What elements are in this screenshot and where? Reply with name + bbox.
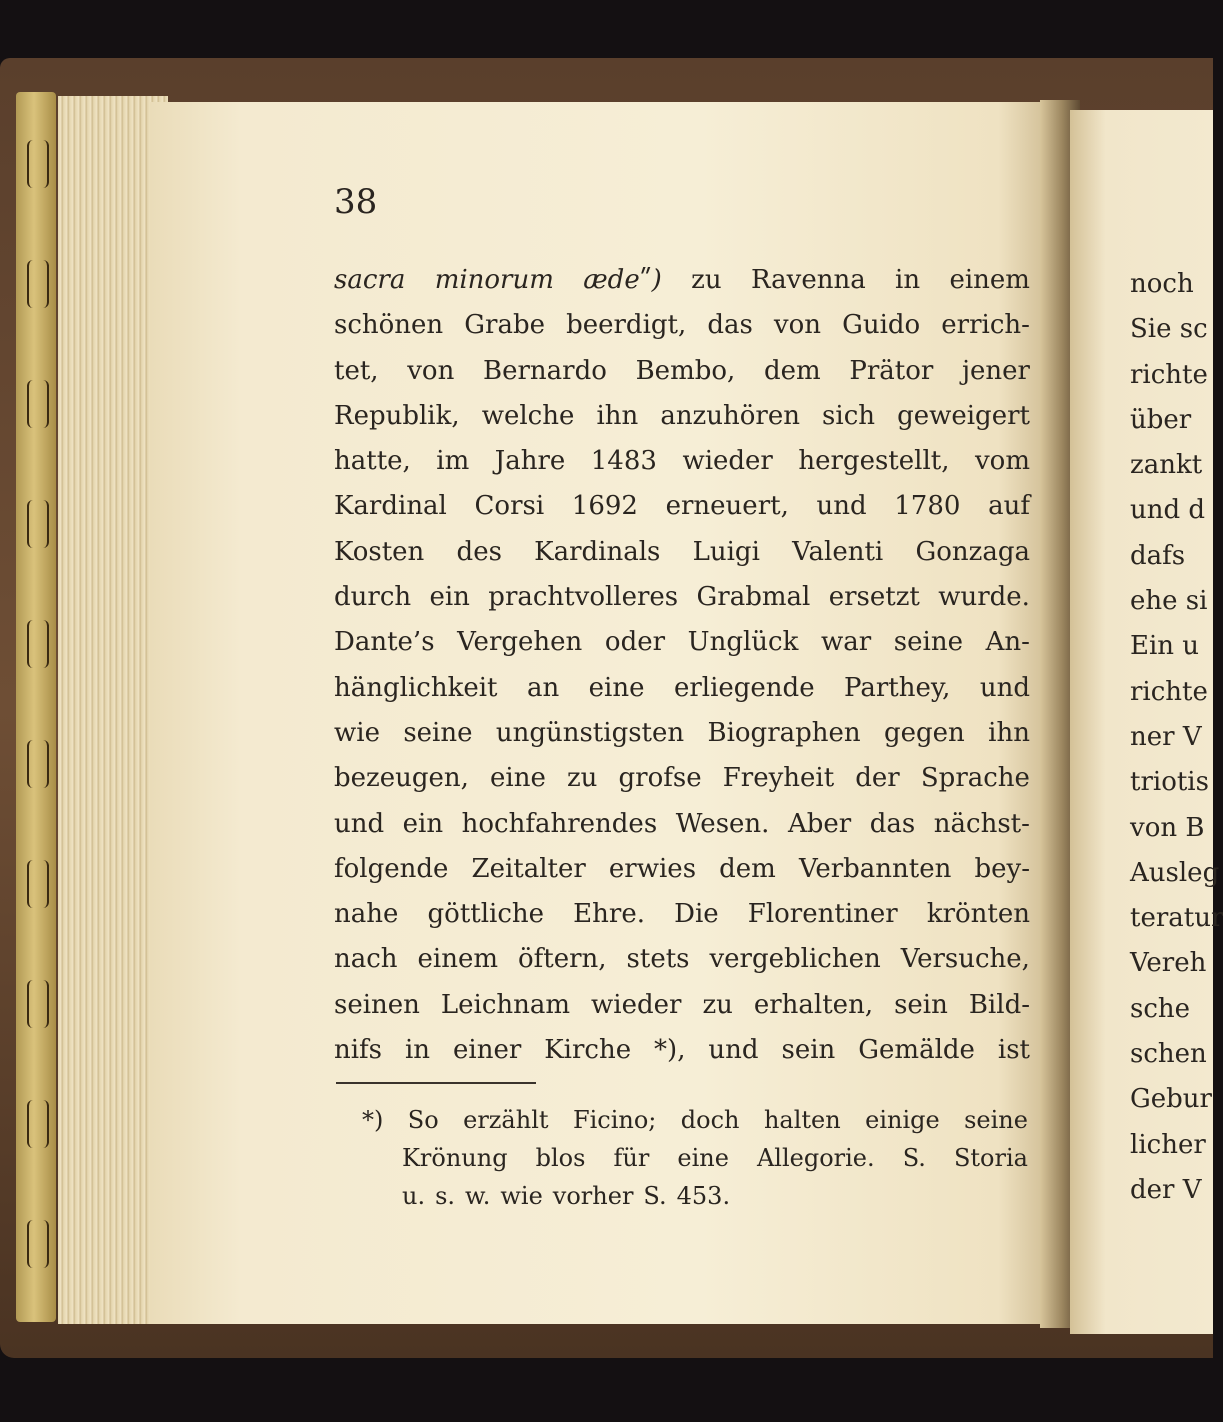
facing-line: noch xyxy=(1130,269,1194,299)
text-line: und ein hochfahrendes Wesen. Aber das nächst- xyxy=(334,808,1030,839)
facing-line: ehe si xyxy=(1130,586,1208,617)
text-line: sacra minorum ædeʺ) zu Ravenna in einem xyxy=(334,265,1030,295)
text-line: folgende Zeitalter erwies dem Verbannten bey- xyxy=(334,853,1030,884)
spine-ornament xyxy=(27,620,49,668)
facing-line: sche xyxy=(1130,993,1191,1024)
facing-line: richte xyxy=(1130,676,1208,707)
spine-ornament xyxy=(27,500,49,548)
spine-ornament xyxy=(27,740,49,788)
facing-line: Gebur xyxy=(1130,1084,1212,1115)
text-line: Kardinal Corsi 1692 erneuert, und 1780 auf xyxy=(334,491,1030,522)
footnote xyxy=(362,1101,1028,1215)
spine-ornament xyxy=(27,980,49,1028)
facing-line: über xyxy=(1130,404,1192,435)
spine-ornament xyxy=(27,1100,49,1148)
facing-line: zankt xyxy=(1130,450,1203,481)
text-line: hatte, im Jahre 1483 wieder hergestellt, vom xyxy=(334,446,1030,477)
facing-line: der V xyxy=(1130,1174,1202,1205)
facing-line: teratur xyxy=(1130,903,1223,934)
facing-line: ner V xyxy=(1130,721,1202,752)
text-line: wie seine ungünstigsten Biographen gegen ihn xyxy=(334,717,1030,748)
text-line: nach einem öftern, stets vergeblichen Versuche, xyxy=(334,944,1030,975)
text-line: bezeugen, eine zu grofse Freyheit der Sprache xyxy=(334,763,1030,794)
facing-line: von B xyxy=(1130,812,1205,843)
text-line: seinen Leichnam wieder zu erhalten, sein Bild- xyxy=(334,989,1030,1020)
facing-line: und d xyxy=(1130,495,1206,526)
footnote-rule xyxy=(336,1082,536,1084)
facing-line: Sie sc xyxy=(1130,314,1208,345)
spine-ornament xyxy=(27,260,49,308)
spine-ornament xyxy=(27,380,49,428)
facing-line: Ausleg xyxy=(1130,857,1220,888)
text-line: nifs in einer Kirche *), und sein Gemälde ist xyxy=(334,1035,1030,1066)
facing-line: richte xyxy=(1130,359,1208,390)
text-line: hänglichkeit an eine erliegende Parthey, und xyxy=(334,672,1030,703)
spine-ornament xyxy=(27,1220,49,1268)
body-text xyxy=(334,258,1030,1073)
facing-line: triotis xyxy=(1130,767,1209,798)
footnote-line: Krönung blos für eine Allegorie. S. Storia xyxy=(402,1144,1028,1172)
facing-line: Ein u xyxy=(1130,631,1200,662)
footnote-line: u. s. w. wie vorher S. 453. xyxy=(402,1182,731,1210)
facing-line: licher xyxy=(1130,1129,1206,1160)
facing-line: dafs xyxy=(1130,540,1186,571)
text-line: Kosten des Kardinals Luigi Valenti Gonzaga xyxy=(334,536,1030,567)
text-line: Dante’s Vergehen oder Unglück war seine An- xyxy=(334,627,1030,658)
facing-line: schen xyxy=(1130,1039,1207,1070)
text-line: durch ein prachtvolleres Grabmal ersetzt wurde. xyxy=(334,582,1030,613)
footnote-line: *) So erzählt Ficino; doch halten einige seine xyxy=(362,1106,1028,1134)
facing-page-text xyxy=(1130,262,1223,1213)
page-number: 38 xyxy=(334,182,378,222)
spine-ornament xyxy=(27,140,49,188)
spine-ornament xyxy=(27,860,49,908)
text-line: tet, von Bernardo Bembo, dem Prätor jener xyxy=(334,355,1030,386)
text-line: Republik, welche ihn anzuhören sich geweigert xyxy=(334,400,1030,431)
text-line: schönen Grabe beerdigt, das von Guido errich- xyxy=(334,310,1030,341)
facing-line: Vereh xyxy=(1130,948,1207,979)
text-line: nahe göttliche Ehre. Die Florentiner krönten xyxy=(334,899,1030,930)
